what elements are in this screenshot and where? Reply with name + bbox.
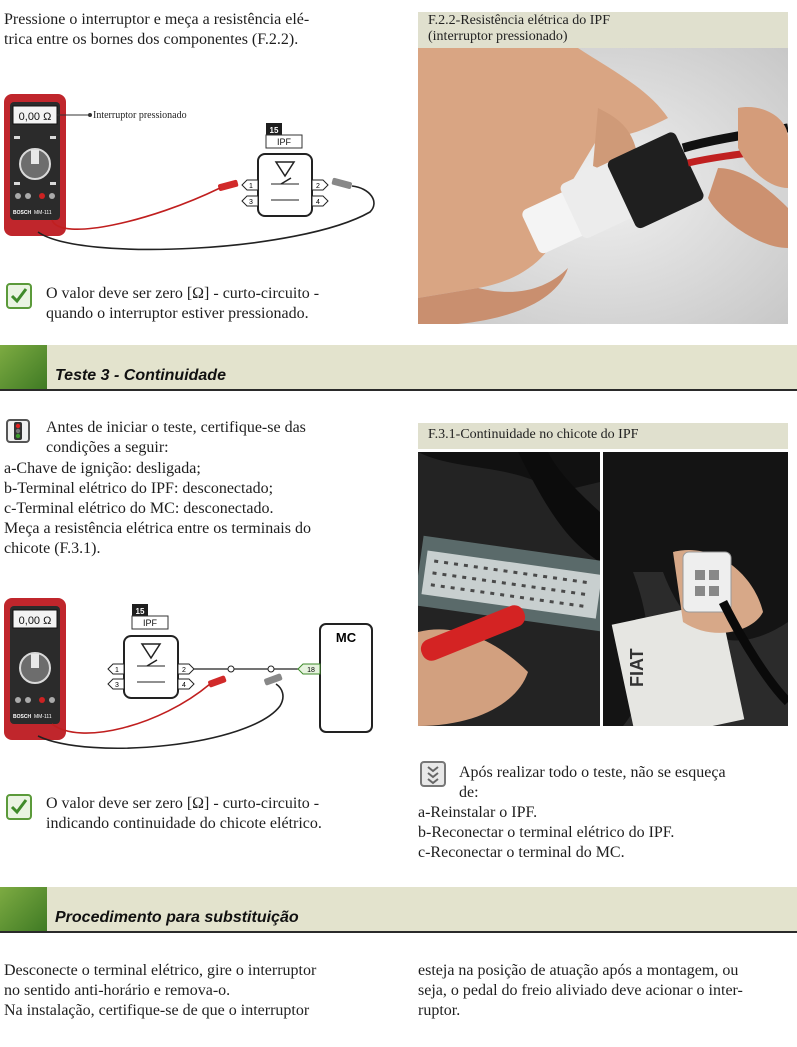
intro-line-1: Pressione o interruptor e meça a resistência elé- <box>4 11 310 28</box>
after-item-c: c-Reconectar o terminal do MC. <box>418 844 625 861</box>
photo-1-caption-line-1: F.2.2-Resistência elétrica do IPF <box>428 13 611 28</box>
meter-reading-1: 0,00 Ω <box>18 111 52 123</box>
replacement-line-2: no sentido anti-horário e remova-o. <box>4 982 231 999</box>
note-2-line-1: O valor deve ser zero [Ω] - curto-circuito - <box>46 795 320 812</box>
component-name-1: IPF <box>276 137 292 147</box>
module-pin: 18 <box>307 667 315 674</box>
section-marker-2 <box>0 887 47 931</box>
meter-reading-2: 0,00 Ω <box>18 615 52 627</box>
measure-line-2: chicote (F.3.1). <box>4 540 101 557</box>
meter-brand-2: BOSCH <box>13 714 32 720</box>
pin-1-b: 1 <box>115 667 119 674</box>
meter-model-1: MM-111 <box>34 210 52 216</box>
check-icon-2 <box>6 794 32 820</box>
black-wire-1 <box>38 186 374 249</box>
after-test-list <box>418 803 788 863</box>
photo-ipf-switch <box>418 48 788 324</box>
after-line-1: Após realizar todo o teste, não se esqueça <box>459 764 726 781</box>
replacement-text-right <box>418 961 790 1021</box>
pin-4-b: 4 <box>182 682 186 689</box>
callout-text: Interruptor pressionado <box>93 110 187 121</box>
ipf-switch-box-2 <box>124 636 178 698</box>
replacement-line-6: ruptor. <box>418 1002 461 1019</box>
fiat-label: FIAT <box>627 648 647 687</box>
measurement-diagram-2 <box>0 596 390 756</box>
warning-line-1: Antes de iniciar o teste, certifique-se das <box>46 419 306 436</box>
note-1 <box>46 284 386 324</box>
traffic-light-icon <box>6 419 30 443</box>
photo-1-caption-line-2: (interruptor pressionado) <box>428 29 568 44</box>
photo-harness-right <box>603 452 788 726</box>
condition-a: a-Chave de ignição: desligada; <box>4 460 201 477</box>
red-wire-1 <box>52 188 220 229</box>
pin-2: 2 <box>316 183 320 190</box>
photo-1-caption <box>418 12 788 48</box>
replacement-line-1: Desconecte o terminal elétrico, gire o interruptor <box>4 962 317 979</box>
after-test-text <box>459 763 787 803</box>
meter-model-2: MM-111 <box>34 714 52 720</box>
check-icon <box>6 283 32 309</box>
checklist-icon <box>420 761 446 787</box>
measurement-diagram-1 <box>0 92 390 262</box>
after-item-b: b-Reconectar o terminal elétrico do IPF. <box>418 824 675 841</box>
pin-2-b: 2 <box>182 667 186 674</box>
condition-c: c-Terminal elétrico do MC: desconectado. <box>4 500 274 517</box>
pin-1: 1 <box>249 183 253 190</box>
section-marker <box>0 345 47 389</box>
section-title-replacement: Procedimento para substituição <box>55 909 299 926</box>
conditions-list <box>4 459 374 559</box>
pin-3: 3 <box>249 199 253 206</box>
measure-line-1: Meça a resistência elétrica entre os terminais do <box>4 520 311 537</box>
section-title-continuity: Teste 3 - Continuidade <box>55 367 226 384</box>
meter-brand-1: BOSCH <box>13 210 32 216</box>
note-2-line-2: indicando continuidade do chicote elétrico. <box>46 815 322 832</box>
warning-text <box>46 418 370 458</box>
note-1-line-1: O valor deve ser zero [Ω] - curto-circuito - <box>46 285 320 302</box>
intro-text <box>4 10 374 50</box>
warning-line-2: condições a seguir: <box>46 439 169 456</box>
replacement-text-left <box>4 961 376 1021</box>
component-number-1: 15 <box>269 126 279 135</box>
replacement-line-3: Na instalação, certifique-se de que o interruptor <box>4 1002 310 1019</box>
intro-line-2: trica entre os bornes dos componentes (F.2.2). <box>4 31 299 48</box>
component-name-2: IPF <box>142 618 158 628</box>
photo-harness-left <box>418 452 600 726</box>
component-number-2: 15 <box>135 607 145 616</box>
note-2 <box>46 794 386 834</box>
pin-4: 4 <box>316 199 320 206</box>
module-name: MC <box>335 630 357 645</box>
after-item-a: a-Reinstalar o IPF. <box>418 804 538 821</box>
note-1-line-2: quando o interruptor estiver pressionado. <box>46 305 309 322</box>
after-line-2: de: <box>459 784 479 801</box>
section-header-continuity <box>0 345 797 391</box>
section-header-replacement <box>0 887 797 933</box>
ipf-switch-box-1 <box>258 154 312 216</box>
replacement-line-4: esteja na posição de atuação após a montagem, ou <box>418 962 739 979</box>
replacement-line-5: seja, o pedal do freio aliviado deve acionar o inter- <box>418 982 743 999</box>
photo-2-caption <box>418 423 788 449</box>
pin-3-b: 3 <box>115 682 119 689</box>
condition-b: b-Terminal elétrico do IPF: desconectado; <box>4 480 274 497</box>
photo-2-caption-text: F.3.1-Continuidade no chicote do IPF <box>428 427 639 442</box>
